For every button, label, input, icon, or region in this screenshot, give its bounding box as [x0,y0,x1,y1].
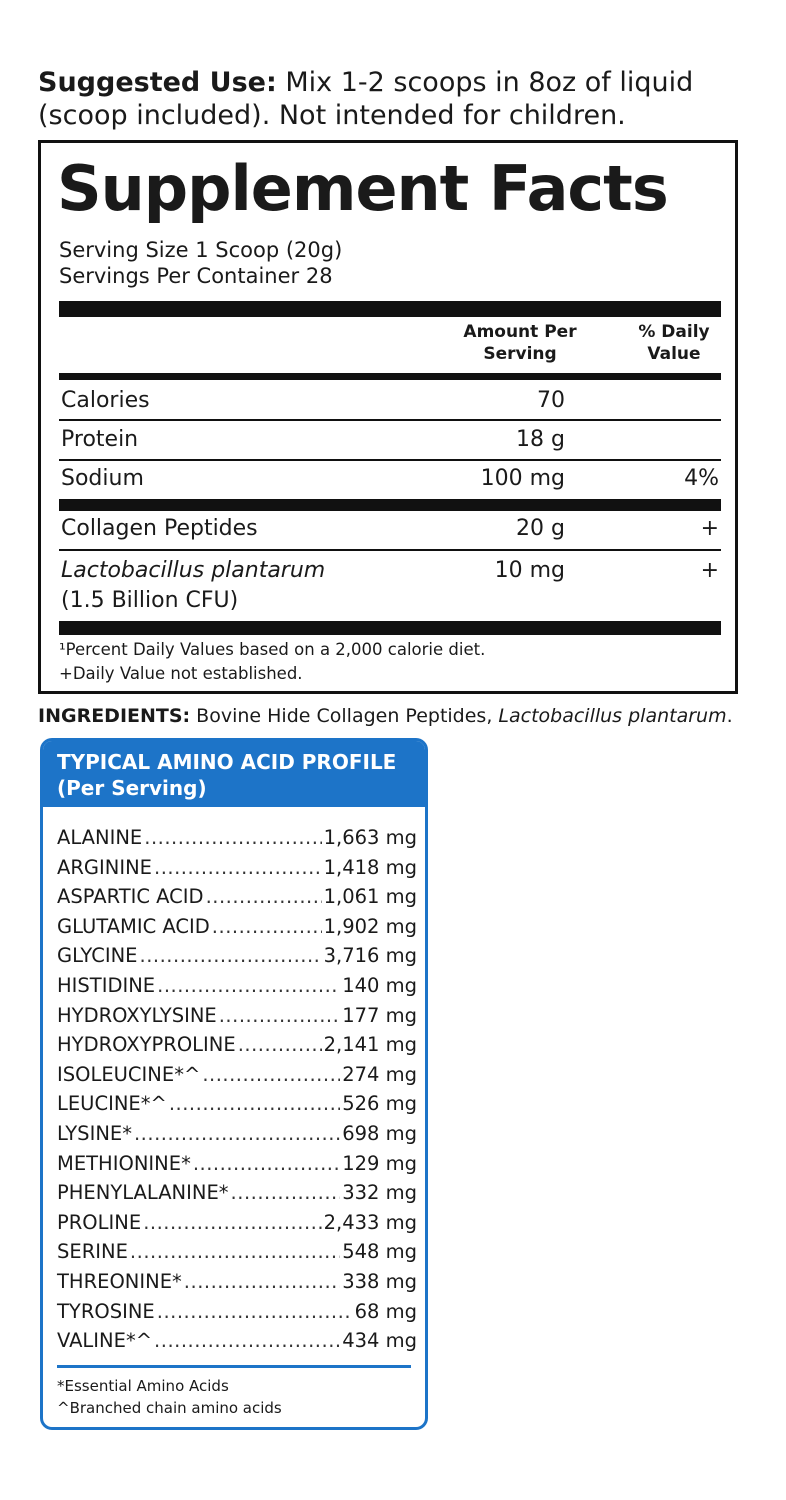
col-dv-header [631,321,717,365]
amino-value: 434 mg [342,1329,417,1353]
amino-name: GLUTAMIC ACID [57,914,210,938]
ingredients-end: . [726,705,733,727]
medium-divider [59,373,721,380]
amino-name: SERINE [57,1240,128,1264]
amino-row [57,1237,417,1267]
amino-name: ARGININE [57,855,152,879]
dot-leader [130,1237,340,1267]
amino-row [57,1119,417,1149]
amino-row [57,1089,417,1119]
thick-divider-bottom [59,621,721,635]
amino-row [57,853,417,883]
dot-leader [157,1297,353,1327]
amino-value: 2,141 mg [323,1033,417,1057]
amino-list [57,823,417,1356]
amino-value: 2,433 mg [323,1210,417,1234]
facts-title: Supplement Facts [57,152,668,225]
row-lacto-dv: + [700,558,719,583]
amino-value: 526 mg [342,1092,417,1116]
amino-row [57,1178,417,1208]
amino-divider [57,1365,411,1368]
amino-name: ISOLEUCINE*^ [57,1062,201,1086]
dot-leader [140,941,322,971]
ingredients-text: Bovine Hide Collagen Peptides, [190,705,499,727]
amino-value: 1,418 mg [323,855,417,879]
row-collagen-dv: + [700,516,719,541]
amino-value: 129 mg [342,1151,417,1175]
dot-leader [212,912,322,942]
row-protein-label: Protein [61,427,139,452]
suggested-use-text1: Mix 1-2 scoops in 8oz of liquid [276,67,694,98]
amino-row [57,1149,417,1179]
amino-value: 177 mg [342,1003,417,1027]
amino-name: HYDROXYPROLINE [57,1033,236,1057]
amino-value: 1,902 mg [323,914,417,938]
amino-row [57,912,417,942]
suggested-use [38,66,758,132]
dot-leader [202,1060,340,1090]
amino-name: GLYCINE [57,944,138,968]
supplement-facts-panel [38,140,738,694]
amino-row [57,1326,417,1356]
amino-name: VALINE*^ [57,1329,153,1353]
amino-footnotes [57,1375,282,1419]
row-calories-label: Calories [61,388,150,413]
dot-leader [231,1178,341,1208]
amino-footnote-bcaa: ^Branched chain amino acids [57,1399,282,1417]
amino-row [57,1297,417,1327]
amino-name: PROLINE [57,1210,142,1234]
amino-row [57,882,417,912]
col-dv-line2: Value [647,344,701,364]
amino-name: PHENYLALANINE* [57,1181,229,1205]
amino-value: 3,716 mg [323,944,417,968]
servings-per-container: Servings Per Container 28 [59,264,333,288]
footnote-not-established: +Daily Value not established. [59,664,303,683]
divider [59,549,721,551]
suggested-use-label: Suggested Use: [38,67,277,98]
amino-name: HYDROXYLYSINE [57,1003,217,1027]
amino-value: 1,061 mg [323,885,417,909]
row-lacto-sublabel: (1.5 Billion CFU) [61,588,239,613]
dot-leader [154,853,322,883]
amino-name: METHIONINE* [57,1151,191,1175]
col-amount-line1: Amount Per [463,322,577,342]
amino-row [57,941,417,971]
dot-leader [157,971,340,1001]
dot-leader [169,1089,340,1119]
serving-size: Serving Size 1 Scoop (20g) [59,238,343,262]
amino-title: TYPICAL AMINO ACID PROFILE [57,750,397,774]
amino-row [57,823,417,853]
amino-footnote-essential: *Essential Amino Acids [57,1377,229,1395]
row-lacto-label: Lactobacillus plantarum [61,558,326,583]
dot-leader [238,1030,322,1060]
row-collagen-label: Collagen Peptides [61,516,258,541]
amino-value: 274 mg [342,1062,417,1086]
divider [59,459,721,461]
amino-row [57,1001,417,1031]
row-lacto-amount: 10 mg [494,558,565,583]
amino-name: ASPARTIC ACID [57,885,204,909]
footnote-daily-values: ¹Percent Daily Values based on a 2,000 calorie diet. [59,640,486,659]
amino-value: 548 mg [342,1240,417,1264]
row-sodium-label: Sodium [61,466,144,491]
amino-name: THREONINE* [57,1269,182,1293]
amino-value: 338 mg [342,1269,417,1293]
dot-leader [219,1001,340,1031]
amino-name: LEUCINE*^ [57,1092,167,1116]
amino-name: HISTIDINE [57,973,156,997]
amino-row [57,971,417,1001]
suggested-use-text2: (scoop included). Not intended for children. [38,100,626,131]
amino-value: 1,663 mg [323,826,417,849]
ingredients-italic: Lactobacillus plantarum [498,705,727,727]
amino-name: LYSINE* [57,1121,132,1145]
amino-subtitle: (Per Serving) [57,776,207,800]
dot-leader [144,823,321,853]
col-dv-line1: % Daily [638,322,710,342]
row-protein-amount: 18 g [516,427,565,452]
amino-row [57,1060,417,1090]
row-sodium-dv: 4% [684,466,719,491]
amino-value: 68 mg [354,1299,417,1323]
amino-header [43,741,425,807]
amino-value: 140 mg [342,973,417,997]
suggested-use-line1 [38,66,758,99]
row-collagen-amount: 20 g [516,516,565,541]
thick-divider-top [59,301,721,317]
dot-leader [134,1119,340,1149]
amino-row [57,1267,417,1297]
col-amount-header [461,321,579,365]
col-amount-line2: Serving [483,344,557,364]
amino-value: 332 mg [342,1181,417,1205]
dot-leader [206,882,322,912]
divider [59,419,721,421]
dot-leader [184,1267,340,1297]
dot-leader [143,1208,321,1238]
dot-leader [154,1326,340,1356]
row-sodium-amount: 100 mg [480,466,565,491]
amino-name: ALANINE [57,826,143,849]
dot-leader [193,1149,340,1179]
ingredients-label: INGREDIENTS: [38,705,191,727]
thick-divider-mid [59,499,721,511]
ingredients [38,704,733,728]
amino-acid-profile-box [40,738,428,1430]
amino-name: TYROSINE [57,1299,155,1323]
row-calories-amount: 70 [537,388,565,413]
amino-row [57,1208,417,1238]
amino-row [57,1030,417,1060]
amino-value: 698 mg [342,1121,417,1145]
